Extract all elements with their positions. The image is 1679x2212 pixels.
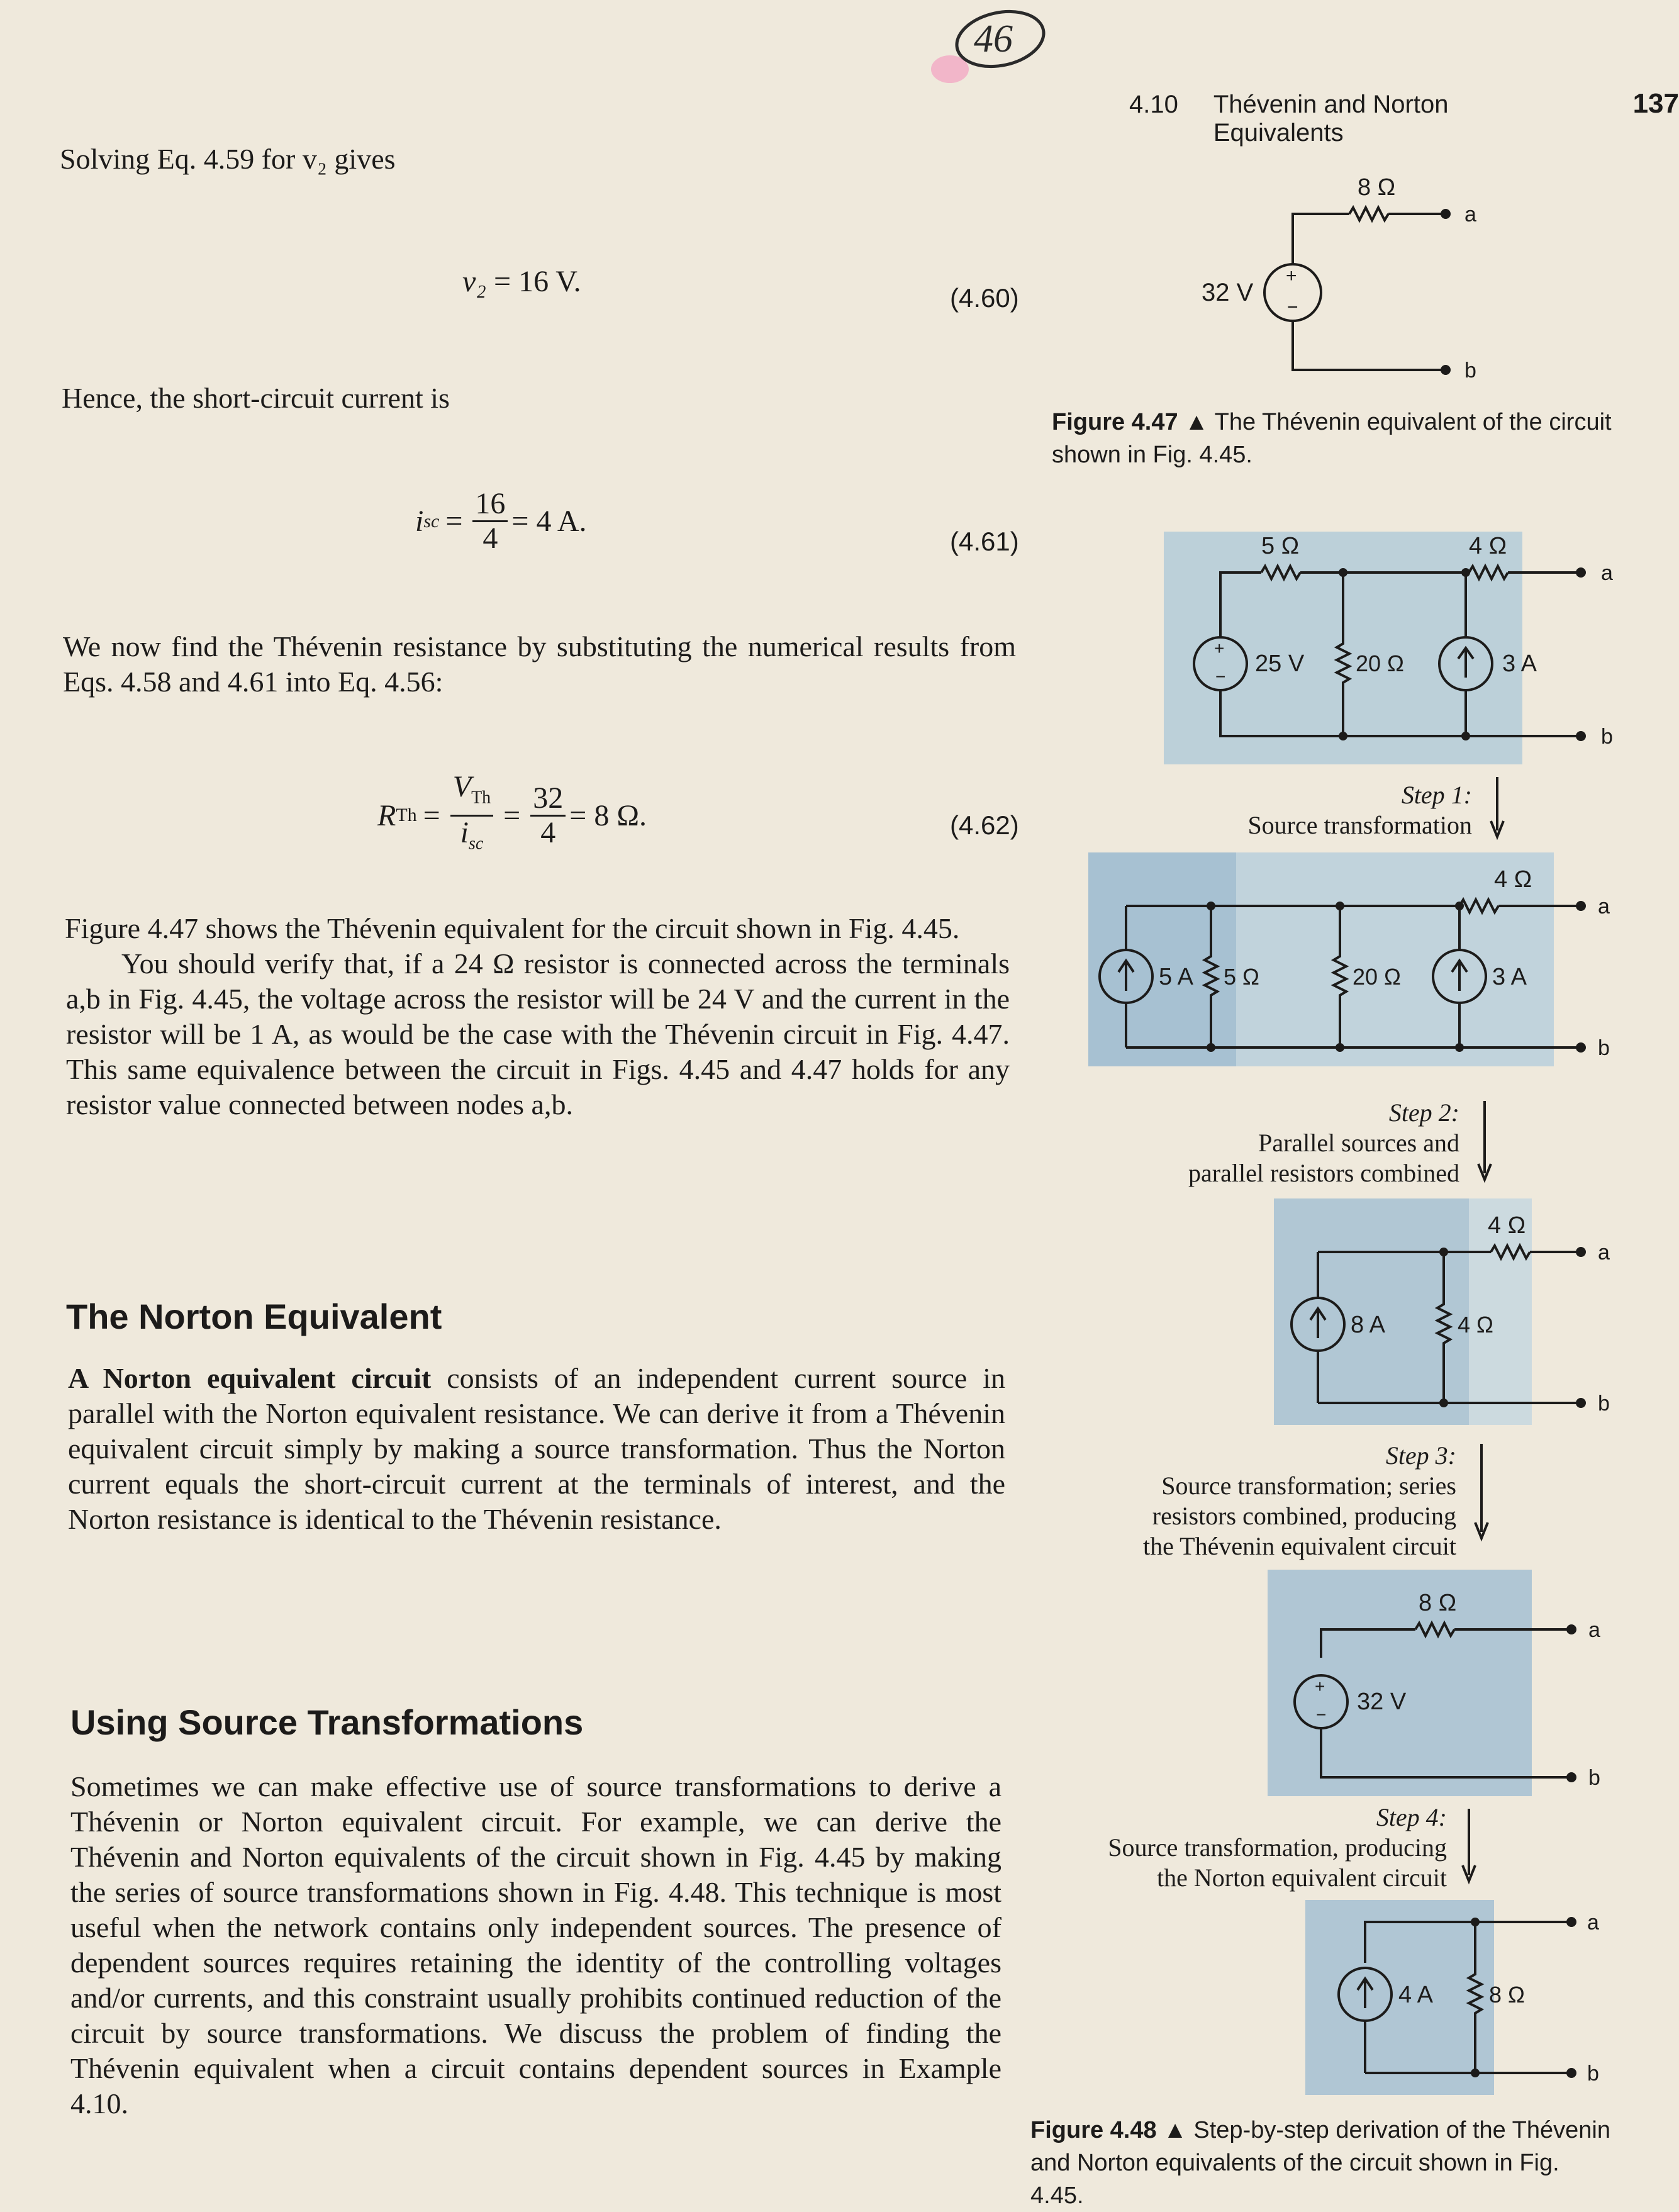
c2-label-i2: 3 A — [1492, 964, 1527, 990]
c2-label-r3: 4 Ω — [1494, 866, 1532, 893]
c4-label-b: b — [1588, 1766, 1600, 1790]
fig447-caption-text: The Thévenin equivalent of the circuit shown in Fig. 4.45. — [1052, 409, 1612, 468]
eq462-num1: V — [452, 770, 472, 803]
fig448-caption-text: Step-by-step derivation of the Thévenin and Norton equivalents of the circuit shown in Fig. 4.45. — [1030, 2117, 1610, 2209]
c1-label-r3: 20 Ω — [1356, 651, 1404, 676]
eq462-num2: 32 — [530, 782, 566, 817]
eq461-den: 4 — [483, 522, 498, 555]
eq462-lhs: R — [377, 798, 396, 832]
eq461-lhs: i — [415, 505, 424, 538]
fig448-caption-label: Figure 4.48 ▲ — [1030, 2117, 1187, 2143]
equation-4-61: i sc = $\frac{16}{4}$ = 4 A. — [415, 487, 587, 555]
c2-label-i1: 5 A — [1159, 964, 1193, 990]
step-3 — [1069, 1441, 1456, 1561]
c5-label-r: 8 Ω — [1489, 1982, 1525, 2008]
terminal-b — [1441, 365, 1451, 375]
step4-arrow-icon — [1459, 1806, 1478, 1887]
c2-label-a: a — [1598, 895, 1610, 919]
eq462-fraction-2 — [530, 782, 566, 849]
step4-line1: Source transformation, producing — [1108, 1833, 1447, 1862]
c1-label-b: b — [1601, 725, 1613, 749]
paragraph-solving: Solving Eq. 4.59 for v₂ gives — [60, 143, 396, 175]
c4-minus: − — [1316, 1705, 1327, 1724]
header-section: 4.10 — [1129, 91, 1178, 118]
c4-label-r: 8 Ω — [1419, 1590, 1457, 1616]
c5-label-b: b — [1587, 2062, 1599, 2086]
c1-label-v: 25 V — [1255, 651, 1305, 677]
paragraph-hence: Hence, the short-circuit current is — [62, 382, 450, 414]
equation-4-62: R Th = $\frac{V_{Th}}{i_{sc}}$ = $\frac{32}{4}$ = 8 Ω. — [377, 771, 647, 860]
running-header — [1129, 88, 1679, 147]
step3-title: Step 3: — [1385, 1441, 1456, 1470]
eq462-lhs-sub: Th — [396, 805, 417, 826]
label-voltage: 32 V — [1202, 279, 1254, 306]
norton-text: consists of an independent current source in parallel with the Norton equivalent resistance. We can derive it from a Thévenin equivalent circuit simply by making a source transformation. Thus the Norton current equals the short-circuit current at the terminals of interest, and the Norton resistance is identical to the Thévenin resistance. — [68, 1362, 1005, 1535]
step3-line2: resistors combined, producing — [1152, 1502, 1456, 1530]
label-plus: + — [1286, 265, 1297, 286]
equation-4-60 — [462, 264, 581, 299]
step2-title: Step 2: — [1388, 1098, 1459, 1127]
step-4 — [1044, 1802, 1447, 1893]
step1-text: Source transformation — [1247, 811, 1472, 839]
fig447-caption-label: Figure 4.47 ▲ — [1052, 409, 1208, 435]
c3-label-r2: 4 Ω — [1458, 1312, 1493, 1338]
c3-label-r1: 4 Ω — [1488, 1212, 1526, 1239]
step2-arrow-icon — [1475, 1098, 1494, 1186]
figure-4-48-circuit-5 — [1305, 1900, 1632, 2101]
c1-label-r2: 4 Ω — [1469, 533, 1507, 559]
norton-term: A Norton equivalent circuit — [68, 1362, 432, 1394]
handwritten-annotation — [906, 6, 1051, 101]
step1-title: Step 1: — [1401, 781, 1472, 809]
step2-line1: Parallel sources and — [1258, 1129, 1459, 1157]
heading-using-source-transformations: Using Source Transformations — [70, 1702, 584, 1742]
paragraph-fig447-first-line: Figure 4.47 shows the Thévenin equivalent for the circuit shown in Fig. 4.45. — [65, 912, 960, 944]
eq461-rhs: = 4 A. — [511, 505, 587, 538]
paragraph-source-transformations: Sometimes we can make effective use of source transformations to derive a Thévenin or Norton equivalent circuit. For example, we can derive the Thévenin and Norton equivalents of the circuit shown in Fig. 4.45 by making the series of source transformations shown in Fig. 4.48. This technique is most useful when the network contains only independent sources. The presence of dependent sources requires retaining the identity of the controlling voltages and/or currents, and this constraint usually prohibits continued reduction of the circuit by source transformations. We discuss the problem of finding the Thévenin equivalent when a circuit contains dependent sources in Example 4.10. — [70, 1770, 1001, 2120]
c3-label-i: 8 A — [1351, 1312, 1385, 1338]
paragraph-we-now: We now find the Thévenin resistance by substituting the numerical results from Eqs. 4.58 and 4.61 into Eq. 4.56: — [63, 630, 1016, 698]
c2-label-r1: 5 Ω — [1224, 964, 1259, 990]
step-2 — [1101, 1098, 1459, 1188]
resistor-8-ohm — [1349, 208, 1388, 220]
terminal-a — [1441, 209, 1451, 219]
figure-4-48-circuit-2 — [1088, 852, 1623, 1085]
c4-label-v: 32 V — [1357, 1689, 1407, 1715]
eq461-num: 16 — [472, 488, 508, 522]
eq-number-4-62: (4.62) — [950, 810, 1019, 840]
c1-minus: − — [1215, 667, 1226, 686]
eq-number-4-61: (4.61) — [950, 527, 1019, 556]
step1-arrow-icon — [1488, 774, 1507, 843]
eq460-rhs: = 16 V. — [494, 265, 581, 298]
figure-4-47-caption — [1052, 406, 1612, 471]
paragraph-norton — [68, 1361, 1005, 1537]
eq462-den2: 4 — [540, 815, 556, 849]
eq462-num1-sub: Th — [471, 788, 491, 808]
heading-norton-equivalent: The Norton Equivalent — [66, 1297, 442, 1336]
c2-label-r2: 20 Ω — [1353, 964, 1401, 990]
paragraph-fig447: You should verify that, if a 24 Ω resistor is connected across the terminals a,b in Fig. 4.45, the voltage across the resistor will be 24 V and the current in the resistor will be 1 A, as would be the case with the Thévenin circuit in Fig. 4.47. This same equivalence between the circuit in Figs. 4.45 and 4.47 holds for any resistor value connected between nodes a,b. — [66, 947, 1010, 1120]
label-resistor: 8 Ω — [1358, 174, 1396, 201]
c4-plus: + — [1315, 1677, 1325, 1696]
c1-label-a: a — [1601, 561, 1613, 585]
step4-title: Step 4: — [1376, 1803, 1447, 1831]
c3-label-a: a — [1598, 1241, 1610, 1265]
label-a: a — [1464, 203, 1476, 226]
figure-4-48-circuit-4 — [1268, 1570, 1632, 1802]
eq462-den1-sub: sc — [468, 834, 484, 854]
eq462-fraction-1 — [450, 771, 493, 860]
page-number: 137 — [1632, 88, 1679, 119]
label-minus: − — [1287, 297, 1298, 318]
step3-line1: Source transformation; series — [1161, 1472, 1456, 1500]
eq461-lhs-sub: sc — [423, 510, 440, 532]
eq461-fraction — [472, 488, 508, 555]
eq462-rhs: = 8 Ω. — [569, 798, 647, 832]
figure-4-47-circuit — [1189, 170, 1516, 390]
step2-line2: parallel resistors combined — [1188, 1159, 1459, 1187]
eq462-den1: i — [460, 815, 469, 849]
eq460-lhs: v₂ — [462, 265, 486, 298]
figure-4-48-caption — [1030, 2114, 1615, 2212]
header-title: Thévenin and Norton Equivalents — [1213, 91, 1449, 147]
figure-4-48-circuit-3 — [1274, 1198, 1632, 1431]
c4-label-a: a — [1588, 1618, 1600, 1642]
step3-line3: the Thévenin equivalent circuit — [1143, 1532, 1456, 1560]
label-b: b — [1464, 359, 1476, 383]
c3-label-b: b — [1598, 1392, 1610, 1416]
step3-arrow-icon — [1472, 1441, 1491, 1544]
step-1 — [1195, 780, 1472, 841]
figure-4-48-circuit-1 — [1164, 532, 1629, 764]
c1-label-r1: 5 Ω — [1261, 533, 1300, 559]
c1-plus: + — [1214, 639, 1225, 658]
annotation-text: 46 — [974, 18, 1013, 60]
c5-label-i: 4 A — [1398, 1982, 1433, 2008]
step4-line2: the Norton equivalent circuit — [1157, 1863, 1447, 1892]
c2-label-b: b — [1598, 1036, 1610, 1060]
c5-label-a: a — [1587, 1911, 1599, 1935]
c1-label-i: 3 A — [1502, 651, 1537, 677]
eq-number-4-60: (4.60) — [950, 283, 1019, 313]
